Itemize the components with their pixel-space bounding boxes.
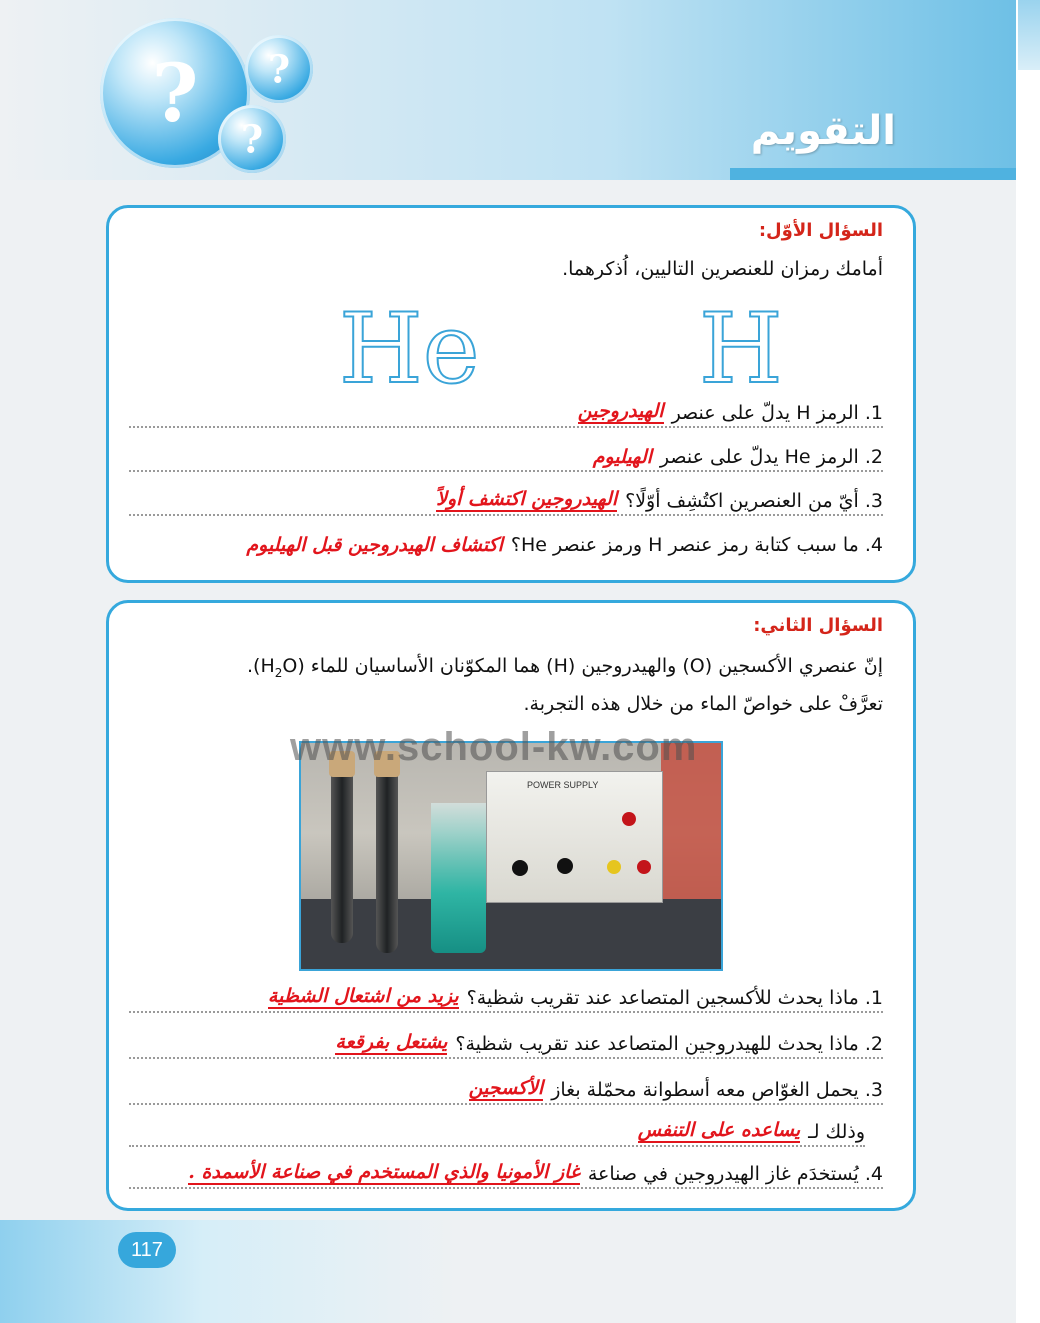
page-number: 117 [118,1232,176,1268]
question-bubble-small [218,105,286,173]
knob [512,860,528,876]
page-edge-tab [1018,0,1040,70]
answer-line[interactable] [129,394,883,428]
photo-tube [331,763,353,943]
handwritten-answer: الأكسجين [468,1077,544,1099]
handwritten-answer: الهيليوم [592,446,652,468]
question-text: 2. ماذا يحدث للهيدروجين المتصاعد عند تقريب شظية؟ [455,1033,883,1055]
question-text: 4. يُستخدَم غاز الهيدروجين في صناعة [587,1163,883,1185]
yellow-terminal [607,860,621,874]
question-mark-icon: ? [240,116,264,162]
answer-line[interactable] [129,526,883,558]
handwritten-answer: الهيدروجين [577,400,664,422]
answer-line[interactable] [129,1071,883,1105]
photo-power-supply [486,771,663,903]
question-text: 4. ما سبب كتابة رمز عنصر H ورمز عنصر He؟ [510,534,883,556]
question-text: 2. الرمز He يدلّ على عنصر [659,446,883,468]
question-bubble-small [245,35,313,103]
page-edge [1016,0,1040,1323]
answer-line[interactable] [129,979,883,1013]
question-2-intro-1 [247,655,883,680]
question-2-box [106,600,916,1211]
handwritten-answer: الهيدروجين اكتشف أولاً [436,488,618,510]
question-text: 1. ماذا يحدث للأكسجين المتصاعد عند تقريب شظية؟ [466,987,883,1009]
symbol-h: H [699,293,783,405]
red-terminal [637,860,651,874]
question-mark-icon: ? [267,46,291,92]
handwritten-answer: يزيد من اشتعال الشظية [267,985,459,1007]
symbol-he: He [339,293,480,405]
experiment-photo [299,741,723,971]
question-text: وذلك لـ [808,1121,865,1143]
question-text: 1. الرمز H يدلّ على عنصر [671,402,883,424]
question-mark-icon: ? [151,46,199,140]
power-supply-label: POWER SUPPLY [527,780,599,790]
intro-subscript: 2 [274,665,283,680]
question-2-intro-2: تعرَّفْ على خواصّ الماء من خلال هذه التجربة. [523,693,883,715]
watermark: www.school-kw.com [290,725,698,769]
handwritten-answer: غاز الأمونيا والذي المستخدم في صناعة الأسمدة . [188,1161,580,1183]
question-1-title: السؤال الأوّل: [758,220,883,241]
handwritten-answer: اكتشاف الهيدروجين قبل الهيليوم [246,534,503,556]
red-terminal [622,812,636,826]
element-symbols [329,293,809,405]
handwritten-answer: يشتعل بفرقعة [335,1031,448,1053]
answer-line[interactable] [129,438,883,472]
answer-line[interactable] [129,482,883,516]
section-title: التقويم [750,108,896,154]
intro-part: إنّ عنصري الأكسجين (O) والهيدروجين (H) هما المكوّنان الأساسيان للماء (H [260,655,883,677]
photo-tube [376,763,398,953]
answer-line[interactable] [129,1155,883,1189]
question-text: 3. يحمل الغوّاص معه أسطوانة محمّلة بغاز [551,1079,883,1101]
answer-line[interactable] [129,1025,883,1059]
photo-beaker [431,803,486,953]
question-text: 3. أيّ من العنصرين اكتُشِف أوّلًا؟ [625,490,883,512]
question-1-box [106,205,916,583]
question-1-intro: أمامك رمزان للعنصرين التاليين، اُذكرهما. [562,258,883,280]
question-2-title: السؤال الثاني: [753,615,883,636]
intro-part: O). [247,655,298,677]
knob [557,858,573,874]
handwritten-answer: يساعده على التنفس [637,1119,801,1141]
photo-bench [301,899,721,969]
answer-line[interactable] [129,1113,865,1147]
